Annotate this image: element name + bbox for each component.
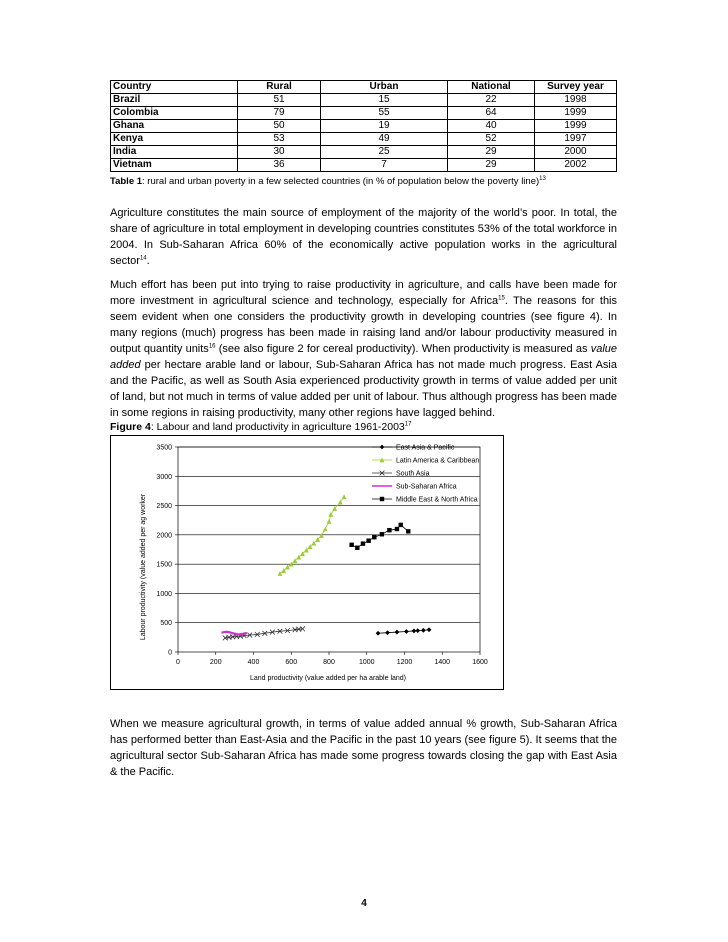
footnote-ref: 16	[208, 343, 216, 350]
table-row	[111, 107, 617, 120]
table-cell: 22	[448, 94, 535, 107]
table-cell: 19	[321, 120, 448, 133]
legend-label: South Asia	[396, 470, 430, 478]
paragraph-text: per hectare arable land or labour, Sub-Saharan Africa has not made much progress. East Asia and the Pacific, as well as South Asia experienced productivity growth in terms of value added per unit of land, but not much in terms of value added per unit of labour. Thus although progress has been made in some regions in raising productivity, many other regions have lagged behind.	[110, 359, 617, 419]
footnote-ref: 13	[539, 175, 546, 182]
paragraph-employment	[110, 205, 617, 269]
table-cell: 51	[238, 94, 321, 107]
data-point	[380, 497, 384, 501]
paragraph-text: (see also figure 2 for cereal productivity). When productivity is measured as	[215, 343, 591, 355]
table-cell: 55	[321, 107, 448, 120]
figure-caption-label: Figure 4	[110, 421, 151, 433]
table-cell: 1997	[535, 133, 617, 146]
x-tick-label: 800	[323, 659, 335, 666]
x-tick-label: 200	[209, 659, 222, 666]
data-point	[406, 529, 410, 533]
table-cell: 49	[321, 133, 448, 146]
table-header: Rural	[238, 81, 321, 94]
paragraph-text: .	[146, 255, 150, 267]
table-cell: 2002	[535, 159, 617, 172]
x-tick-label: 600	[285, 659, 298, 666]
data-point	[349, 543, 353, 547]
y-tick-label: 2000	[156, 532, 172, 540]
table-row	[111, 133, 617, 146]
table-cell: 36	[238, 159, 321, 172]
data-point	[361, 541, 365, 545]
x-tick-label: 1600	[472, 659, 488, 666]
x-tick-label: 1200	[396, 659, 413, 666]
table-row	[111, 94, 617, 107]
table-cell: 79	[238, 107, 321, 120]
table-row	[111, 146, 617, 159]
footnote-ref: 17	[404, 421, 412, 428]
footnote-ref: 14	[139, 255, 147, 262]
legend-label: Latin America & Caribbean	[396, 457, 480, 465]
figure-caption	[110, 421, 411, 433]
table-cell: Vietnam	[111, 159, 238, 172]
x-tick-label: 400	[247, 659, 260, 666]
x-axis-label: Land productivity (value added per ha arable land)	[249, 675, 407, 682]
table-caption	[110, 176, 546, 187]
table-cell: 30	[238, 146, 321, 159]
table-cell: Colombia	[111, 107, 238, 120]
x-tick-label: 1000	[358, 659, 375, 666]
paragraph-growth: When we measure agricultural growth, in terms of value added annual % growth, Sub-Saharan Africa has performed better than East-Asia and the Pacific in the past 10 years (see figure 5). It seems that the agricultural sector Sub-Saharan Africa has made some progress towards closing the gap with East Asia & the Pacific.	[110, 718, 617, 778]
table-header: Urban	[321, 81, 448, 94]
table-cell: 1999	[535, 120, 617, 133]
y-axis-label: Labour productivity (value added per ag worker	[140, 493, 147, 641]
data-point	[399, 523, 403, 527]
table-header: Country	[111, 81, 238, 94]
y-tick-label: 1500	[156, 561, 172, 569]
table-cell: 53	[238, 133, 321, 146]
y-tick-label: 500	[160, 620, 172, 628]
table-header: National	[448, 81, 535, 94]
footnote-ref: 15	[498, 295, 505, 302]
data-point	[380, 532, 384, 536]
table-cell: 40	[448, 120, 535, 133]
data-point	[372, 535, 376, 539]
table-cell: 29	[448, 146, 535, 159]
table-cell: 29	[448, 159, 535, 172]
table-cell: 50	[238, 120, 321, 133]
table-cell: Kenya	[111, 133, 238, 146]
data-point	[355, 546, 359, 550]
productivity-chart	[110, 435, 504, 690]
table-cell: 1999	[535, 107, 617, 120]
table-cell: India	[111, 146, 238, 159]
table-cell: 1998	[535, 94, 617, 107]
table-cell: 64	[448, 107, 535, 120]
x-tick-label: 0	[176, 659, 180, 666]
data-point	[387, 528, 391, 532]
table-cell: 15	[321, 94, 448, 107]
figure-caption-text: : Labour and land productivity in agriculture 1961-2003	[150, 421, 405, 433]
table-caption-text: : rural and urban poverty in a few selected countries (in % of population below the poverty line)	[142, 176, 540, 187]
data-point	[395, 527, 399, 531]
y-tick-label: 0	[168, 649, 172, 657]
y-tick-label: 1000	[156, 590, 172, 598]
table-cell: 7	[321, 159, 448, 172]
data-point	[366, 539, 370, 543]
table-cell: Ghana	[111, 120, 238, 133]
table-caption-label: Table 1	[110, 176, 143, 187]
paragraph-productivity	[110, 277, 617, 421]
paragraph-text: . The reasons for this seem evident when one considers the productivity growth in developing countries (see figure 4). In many regions (much) progress has been made in raising land and/or labour productivity measured in output quantity units	[110, 295, 618, 355]
table-cell: 25	[321, 146, 448, 159]
legend-label: East Asia & Pacific	[396, 444, 455, 452]
paragraph-text: Much effort has been put into trying to raise productivity in agriculture, and calls have been made for more investment in agricultural science and technology, especially for Africa	[110, 279, 617, 307]
table-header: Survey year	[535, 81, 617, 94]
x-tick-label: 1400	[434, 659, 451, 666]
poverty-table	[110, 80, 617, 172]
page-number: 4	[361, 898, 367, 909]
paragraph-text: Agriculture constitutes the main source of employment of the majority of the world’s poor. In total, the share of agriculture in total employment in developing countries constitutes 53% of the total workforce in 2004. In Sub-Saharan Africa 60% of the economically active population works in the agricultural sector	[110, 207, 617, 267]
legend-label: Middle East & North Africa	[396, 496, 478, 504]
y-tick-label: 3500	[156, 444, 172, 452]
y-tick-label: 2500	[156, 503, 172, 511]
table-cell: 2000	[535, 146, 617, 159]
table-row	[111, 159, 617, 172]
table-cell: 52	[448, 133, 535, 146]
table-cell: Brazil	[111, 94, 238, 107]
y-tick-label: 3000	[156, 473, 172, 481]
emphasis-text: value added	[110, 343, 617, 371]
legend-label: Sub-Saharan Africa	[396, 483, 457, 491]
table-header-row	[111, 81, 617, 94]
table-row	[111, 120, 617, 133]
